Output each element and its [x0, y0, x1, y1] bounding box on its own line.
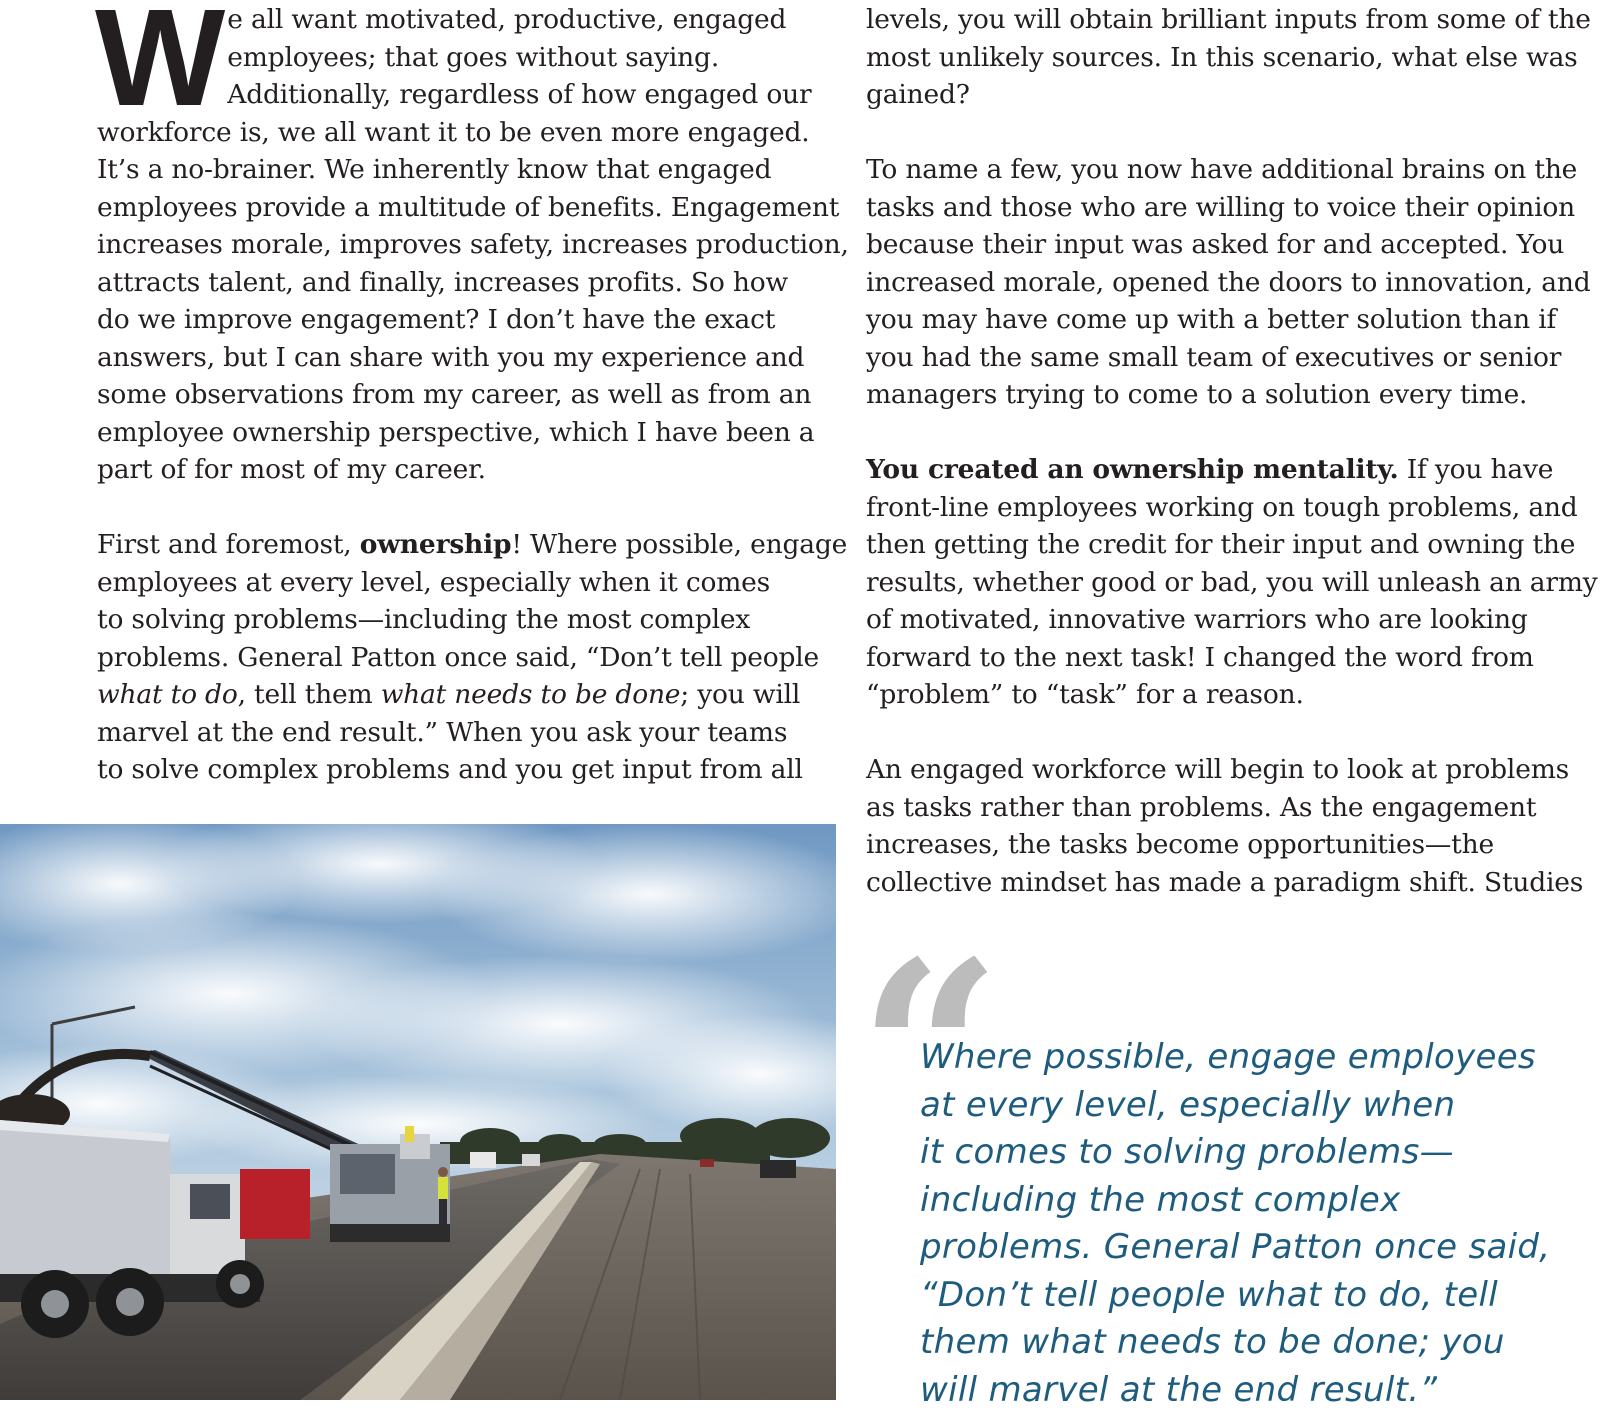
text-line: It’s a no-brainer. We inherently know that engaged: [97, 151, 827, 189]
text-line: “problem” to “task” for a reason.: [866, 676, 1600, 714]
italic-run: what to do: [97, 679, 238, 710]
text-line: part of for most of my career.: [97, 451, 827, 489]
text-run: ! Where possible, engage: [511, 529, 847, 560]
text-line: you had the same small team of executives or senior: [866, 339, 1600, 377]
engaged-workforce-paragraph: [866, 751, 1600, 901]
text-line: answers, but I can share with you my experience and: [97, 339, 827, 377]
quote-line: at every level, especially when: [920, 1082, 1550, 1130]
text-run: If you have: [1399, 454, 1554, 485]
text-line: [97, 526, 827, 564]
pull-quote-text: [920, 1034, 1550, 1414]
text-line: most unlikely sources. In this scenario, what else was: [866, 39, 1600, 77]
text-line: managers trying to come to a solution every time.: [866, 376, 1600, 414]
text-line: increases, the tasks become opportunities—the: [866, 826, 1600, 864]
text-line: An engaged workforce will begin to look at problems: [866, 751, 1600, 789]
quote-line: problems. General Patton once said,: [920, 1224, 1550, 1272]
text-run: ; you will: [680, 679, 800, 710]
quotation-mark-icon: “: [858, 928, 1002, 1178]
text-line: gained?: [866, 76, 1600, 114]
text-line: employees at every level, especially when it comes: [97, 564, 827, 602]
intro-paragraph: [97, 1, 827, 489]
text-line: you may have come up with a better solution than if: [866, 301, 1600, 339]
bold-heading-run: You created an ownership mentality.: [866, 454, 1399, 485]
text-line: increased morale, opened the doors to innovation, and: [866, 264, 1600, 302]
photo-illustration: [0, 824, 836, 1400]
text-line: to solve complex problems and you get input from all: [97, 751, 827, 789]
quote-line: “Don’t tell people what to do, tell: [920, 1272, 1550, 1320]
text-line: levels, you will obtain brilliant inputs from some of the: [866, 1, 1600, 39]
text-line: employee ownership perspective, which I have been a: [97, 414, 827, 452]
text-line: front-line employees working on tough problems, and: [866, 489, 1600, 527]
text-line: [866, 451, 1600, 489]
quote-line: it comes to solving problems—: [920, 1129, 1550, 1177]
text-line: marvel at the end result.” When you ask your teams: [97, 714, 827, 752]
text-line: as tasks rather than problems. As the engagement: [866, 789, 1600, 827]
text-line: workforce is, we all want it to be even more engaged.: [97, 114, 827, 152]
text-line: problems. General Patton once said, “Don’t tell people: [97, 639, 827, 677]
text-run: First and foremost,: [97, 529, 360, 560]
text-line: then getting the credit for their input and owning the: [866, 526, 1600, 564]
quote-line: Where possible, engage employees: [920, 1034, 1550, 1082]
text-run: , tell them: [238, 679, 381, 710]
quote-line: will marvel at the end result.”: [920, 1367, 1550, 1414]
text-line: collective mindset has made a paradigm shift. Studies: [866, 864, 1600, 902]
text-line: To name a few, you now have additional brains on the: [866, 151, 1600, 189]
road-milling-machine-photo: [0, 824, 836, 1400]
text-line: some observations from my career, as well as from an: [97, 376, 827, 414]
benefits-paragraph: [866, 151, 1600, 414]
text-line: employees provide a multitude of benefits. Engagement: [97, 189, 827, 227]
text-line: e all want motivated, productive, engaged: [97, 1, 827, 39]
pull-quote: [858, 950, 1600, 1400]
ownership-mentality-paragraph: [866, 451, 1600, 714]
right-article-column: [866, 1, 1600, 939]
continuation-paragraph: [866, 1, 1600, 114]
text-line: of motivated, innovative warriors who are looking: [866, 601, 1600, 639]
quote-line: including the most complex: [920, 1177, 1550, 1225]
text-line: because their input was asked for and accepted. You: [866, 226, 1600, 264]
text-line: results, whether good or bad, you will unleash an army: [866, 564, 1600, 602]
bold-ownership: ownership: [360, 529, 512, 560]
text-line: [97, 676, 827, 714]
text-line: employees; that goes without saying.: [97, 39, 827, 77]
text-line: increases morale, improves safety, increases production,: [97, 226, 827, 264]
italic-run: what needs to be done: [381, 679, 681, 710]
text-line: forward to the next task! I changed the word from: [866, 639, 1600, 677]
left-article-column: [97, 1, 827, 826]
text-line: do we improve engagement? I don’t have the exact: [97, 301, 827, 339]
text-line: tasks and those who are willing to voice their opinion: [866, 189, 1600, 227]
text-line: to solving problems—including the most complex: [97, 601, 827, 639]
text-line: attracts talent, and finally, increases profits. So how: [97, 264, 827, 302]
drop-cap: W: [95, 8, 219, 108]
text-line: Additionally, regardless of how engaged our: [97, 76, 827, 114]
ownership-paragraph: [97, 526, 827, 789]
quote-line: them what needs to be done; you: [920, 1319, 1550, 1367]
